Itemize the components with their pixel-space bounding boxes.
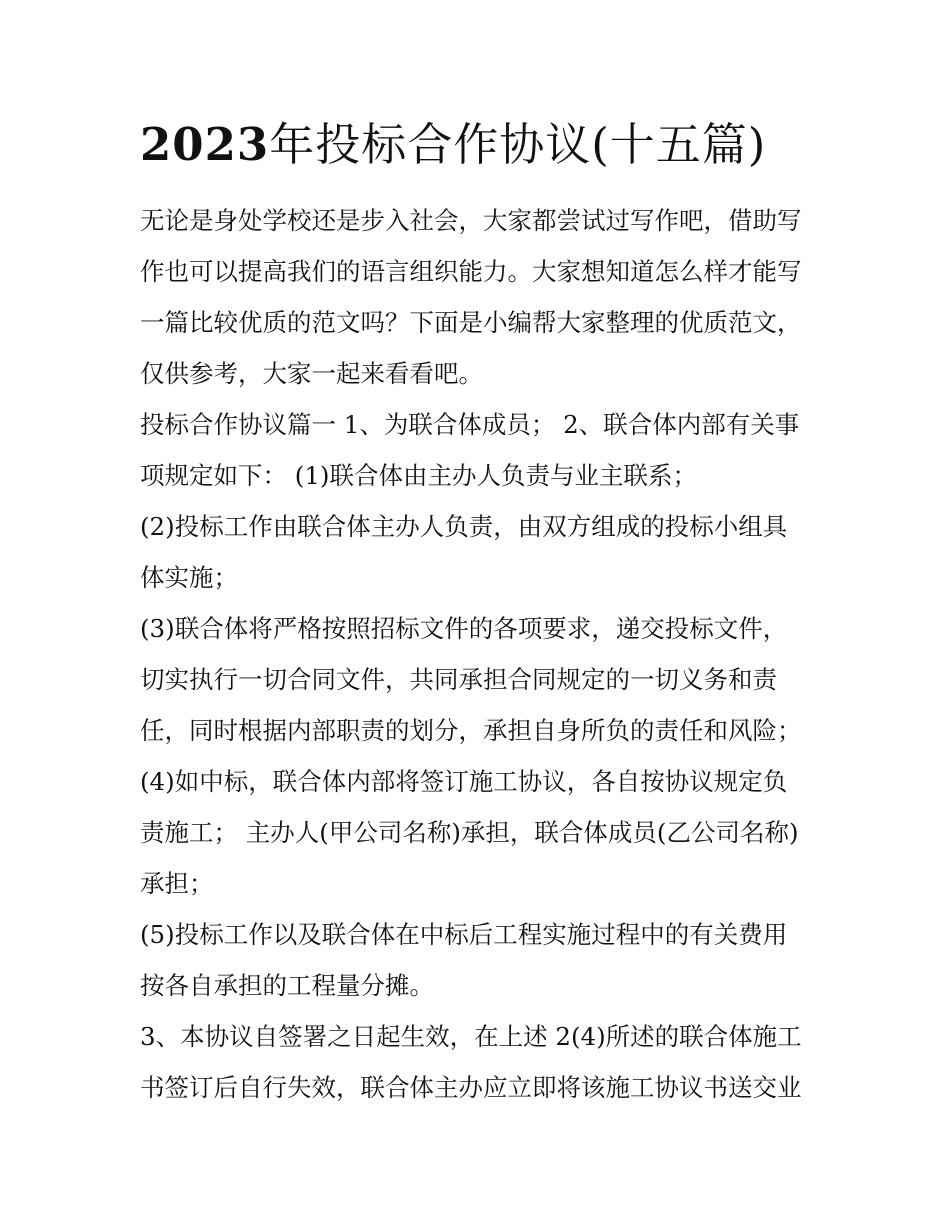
paragraph-line: 任，同时根据内部职责的划分，承担自身所负的责任和风险；	[140, 716, 802, 745]
title-text: 年投标合作协议(十五篇)	[269, 118, 767, 171]
paragraph-line: 一篇比较优质的范文吗？下面是小编帮大家整理的优质范文，	[140, 308, 802, 337]
paragraph-line: 无论是身处学校还是步入社会，大家都尝试过写作吧，借助写	[140, 206, 802, 235]
paragraph-line: 体实施；	[140, 563, 238, 592]
paragraph-line: (3)联合体将严格按照招标文件的各项要求，递交投标文件，	[140, 614, 788, 643]
paragraph-line: 责施工； 主办人(甲公司名称)承担，联合体成员(乙公司名称)	[140, 818, 799, 847]
paragraph-line: 作也可以提高我们的语言组织能力。大家想知道怎么样才能写	[140, 257, 802, 286]
paragraph-line: 项规定如下： (1)联合体由主办人负责与业主联系；	[140, 461, 697, 490]
paragraph-line: 仅供参考，大家一起来看看吧。	[140, 359, 483, 388]
paragraph-line: (2)投标工作由联合体主办人负责，由双方组成的投标小组具	[140, 512, 788, 541]
document-title	[140, 113, 840, 177]
title-year: 2023	[140, 118, 270, 171]
paragraph-line: 投标合作协议篇一 1、为联合体成员； 2、联合体内部有关事	[140, 410, 800, 439]
paragraph-line: (5)投标工作以及联合体在中标后工程实施过程中的有关费用	[140, 920, 788, 949]
paragraph-line: 书签订后自行失效，联合体主办应立即将该施工协议书送交业	[140, 1073, 802, 1102]
paragraph-line: 切实执行一切合同文件，共同承担合同规定的一切义务和责	[140, 665, 777, 694]
paragraph-line: 承担；	[140, 869, 214, 898]
paragraph-line: 按各自承担的工程量分摊。	[140, 971, 434, 1000]
paragraph-line: (4)如中标，联合体内部将签订施工协议，各自按协议规定负	[140, 767, 788, 796]
paragraph-line: 3、本协议自签署之日起生效，在上述 2(4)所述的联合体施工	[140, 1022, 802, 1051]
